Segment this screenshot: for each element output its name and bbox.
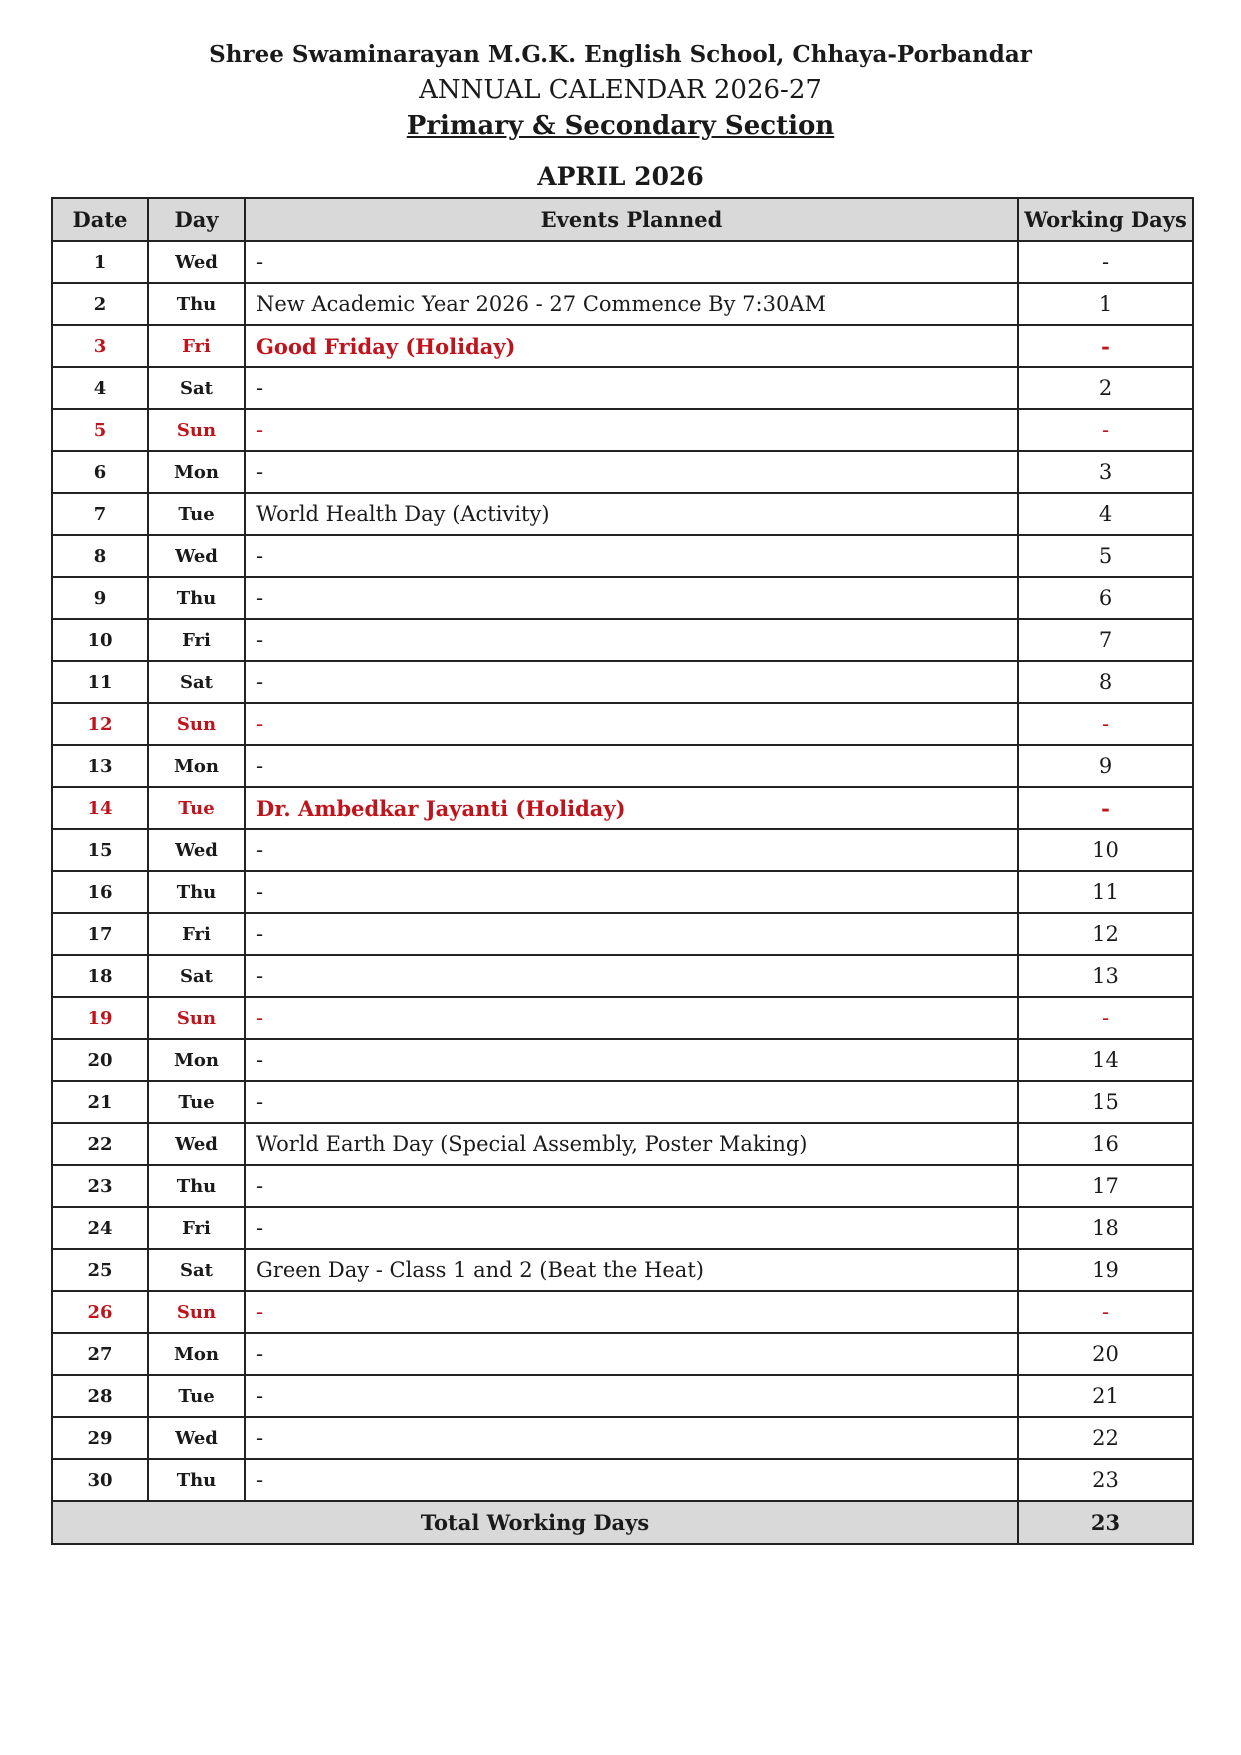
event-cell: New Academic Year 2026 - 27 Commence By 7:30AM [245, 283, 1018, 325]
day-cell: Thu [148, 1165, 245, 1207]
event-cell: - [245, 241, 1018, 283]
event-cell: World Earth Day (Special Assembly, Poster Making) [245, 1123, 1018, 1165]
date-cell: 17 [52, 913, 148, 955]
month-title: APRIL 2026 [537, 162, 704, 191]
working-days-cell: 6 [1018, 577, 1193, 619]
date-cell: 27 [52, 1333, 148, 1375]
working-days-cell: 16 [1018, 1123, 1193, 1165]
working-days-cell: 17 [1018, 1165, 1193, 1207]
event-cell: - [245, 871, 1018, 913]
date-cell: 5 [52, 409, 148, 451]
working-days-cell: 5 [1018, 535, 1193, 577]
day-cell: Mon [148, 1333, 245, 1375]
event-cell: - [245, 1375, 1018, 1417]
table-row [52, 1249, 1193, 1291]
day-cell: Tue [148, 1081, 245, 1123]
day-cell: Thu [148, 577, 245, 619]
event-cell: - [245, 409, 1018, 451]
day-cell: Sun [148, 997, 245, 1039]
event-cell: Good Friday (Holiday) [245, 325, 1018, 367]
working-days-cell: - [1018, 787, 1193, 829]
event-cell: - [245, 535, 1018, 577]
day-cell: Wed [148, 829, 245, 871]
working-days-cell: 10 [1018, 829, 1193, 871]
working-days-cell: 1 [1018, 283, 1193, 325]
table-row [52, 241, 1193, 283]
date-cell: 16 [52, 871, 148, 913]
event-cell: - [245, 1333, 1018, 1375]
table-row [52, 367, 1193, 409]
table-row [52, 1333, 1193, 1375]
date-cell: 19 [52, 997, 148, 1039]
working-days-cell: 18 [1018, 1207, 1193, 1249]
table-row [52, 577, 1193, 619]
table-row [52, 1417, 1193, 1459]
day-cell: Fri [148, 325, 245, 367]
table-row [52, 1039, 1193, 1081]
day-cell: Sat [148, 1249, 245, 1291]
date-cell: 14 [52, 787, 148, 829]
working-days-cell: 3 [1018, 451, 1193, 493]
date-cell: 22 [52, 1123, 148, 1165]
table-row [52, 829, 1193, 871]
day-cell: Wed [148, 241, 245, 283]
date-cell: 9 [52, 577, 148, 619]
table-row [52, 1165, 1193, 1207]
working-days-cell: 13 [1018, 955, 1193, 997]
date-cell: 1 [52, 241, 148, 283]
date-cell: 25 [52, 1249, 148, 1291]
day-cell: Sun [148, 1291, 245, 1333]
day-cell: Mon [148, 1039, 245, 1081]
working-days-cell: 9 [1018, 745, 1193, 787]
table-row [52, 1291, 1193, 1333]
day-cell: Sat [148, 661, 245, 703]
day-cell: Sat [148, 955, 245, 997]
event-cell: - [245, 1417, 1018, 1459]
total-row [52, 1501, 1193, 1544]
event-cell: - [245, 1165, 1018, 1207]
table-row [52, 745, 1193, 787]
event-cell: - [245, 661, 1018, 703]
table-row [52, 1375, 1193, 1417]
table-row [52, 493, 1193, 535]
day-cell: Thu [148, 871, 245, 913]
working-days-cell: - [1018, 703, 1193, 745]
event-cell: - [245, 1039, 1018, 1081]
day-cell: Sat [148, 367, 245, 409]
section-title: Primary & Secondary Section [406, 111, 835, 141]
calendar-title: ANNUAL CALENDAR 2026-27 [419, 75, 822, 105]
day-cell: Fri [148, 1207, 245, 1249]
table-row [52, 409, 1193, 451]
table-row [52, 661, 1193, 703]
working-days-cell: 15 [1018, 1081, 1193, 1123]
day-cell: Wed [148, 1417, 245, 1459]
calendar-table [51, 197, 1194, 1545]
event-cell: - [245, 1291, 1018, 1333]
event-cell: - [245, 1207, 1018, 1249]
date-cell: 13 [52, 745, 148, 787]
day-cell: Tue [148, 1375, 245, 1417]
working-days-cell: 23 [1018, 1459, 1193, 1501]
document-header [0, 38, 1241, 144]
total-label: Total Working Days [52, 1501, 1018, 1544]
working-days-cell: 14 [1018, 1039, 1193, 1081]
table-row [52, 703, 1193, 745]
event-cell: - [245, 997, 1018, 1039]
working-days-cell: - [1018, 241, 1193, 283]
working-days-cell: 19 [1018, 1249, 1193, 1291]
date-cell: 24 [52, 1207, 148, 1249]
table-row [52, 997, 1193, 1039]
column-header-date: Date [52, 198, 148, 241]
table-row [52, 1459, 1193, 1501]
table-row [52, 619, 1193, 661]
working-days-cell: 21 [1018, 1375, 1193, 1417]
working-days-cell: 2 [1018, 367, 1193, 409]
table-row [52, 787, 1193, 829]
date-cell: 3 [52, 325, 148, 367]
date-cell: 11 [52, 661, 148, 703]
day-cell: Thu [148, 1459, 245, 1501]
table-row [52, 451, 1193, 493]
working-days-cell: - [1018, 325, 1193, 367]
working-days-cell: 8 [1018, 661, 1193, 703]
date-cell: 8 [52, 535, 148, 577]
working-days-cell: 22 [1018, 1417, 1193, 1459]
date-cell: 10 [52, 619, 148, 661]
event-cell: - [245, 451, 1018, 493]
calendar-body [52, 241, 1193, 1501]
day-cell: Tue [148, 493, 245, 535]
date-cell: 7 [52, 493, 148, 535]
date-cell: 26 [52, 1291, 148, 1333]
event-cell: - [245, 1081, 1018, 1123]
table-row [52, 535, 1193, 577]
working-days-cell: 4 [1018, 493, 1193, 535]
date-cell: 12 [52, 703, 148, 745]
day-cell: Fri [148, 619, 245, 661]
table-row [52, 955, 1193, 997]
column-header-working-days: Working Days [1018, 198, 1193, 241]
event-cell: World Health Day (Activity) [245, 493, 1018, 535]
working-days-cell: 12 [1018, 913, 1193, 955]
working-days-cell: 20 [1018, 1333, 1193, 1375]
day-cell: Mon [148, 745, 245, 787]
column-header-day: Day [148, 198, 245, 241]
day-cell: Sun [148, 703, 245, 745]
event-cell: Green Day - Class 1 and 2 (Beat the Heat) [245, 1249, 1018, 1291]
working-days-cell: - [1018, 409, 1193, 451]
event-cell: - [245, 1459, 1018, 1501]
working-days-cell: - [1018, 1291, 1193, 1333]
table-row [52, 283, 1193, 325]
event-cell: - [245, 913, 1018, 955]
event-cell: - [245, 367, 1018, 409]
day-cell: Fri [148, 913, 245, 955]
date-cell: 23 [52, 1165, 148, 1207]
table-row [52, 325, 1193, 367]
table-row [52, 1207, 1193, 1249]
working-days-cell: 11 [1018, 871, 1193, 913]
day-cell: Wed [148, 535, 245, 577]
event-cell: Dr. Ambedkar Jayanti (Holiday) [245, 787, 1018, 829]
day-cell: Wed [148, 1123, 245, 1165]
table-row [52, 913, 1193, 955]
event-cell: - [245, 703, 1018, 745]
working-days-cell: 7 [1018, 619, 1193, 661]
table-row [52, 1123, 1193, 1165]
date-cell: 29 [52, 1417, 148, 1459]
table-row [52, 871, 1193, 913]
date-cell: 30 [52, 1459, 148, 1501]
date-cell: 20 [52, 1039, 148, 1081]
table-row [52, 1081, 1193, 1123]
event-cell: - [245, 619, 1018, 661]
event-cell: - [245, 577, 1018, 619]
event-cell: - [245, 829, 1018, 871]
day-cell: Mon [148, 451, 245, 493]
date-cell: 15 [52, 829, 148, 871]
day-cell: Tue [148, 787, 245, 829]
event-cell: - [245, 745, 1018, 787]
date-cell: 21 [52, 1081, 148, 1123]
working-days-cell: - [1018, 997, 1193, 1039]
school-name: Shree Swaminarayan M.G.K. English School, Chhaya-Porbandar [209, 41, 1032, 68]
date-cell: 4 [52, 367, 148, 409]
date-cell: 18 [52, 955, 148, 997]
date-cell: 2 [52, 283, 148, 325]
table-header-row [52, 198, 1193, 241]
day-cell: Thu [148, 283, 245, 325]
date-cell: 6 [52, 451, 148, 493]
day-cell: Sun [148, 409, 245, 451]
date-cell: 28 [52, 1375, 148, 1417]
column-header-events: Events Planned [245, 198, 1018, 241]
event-cell: - [245, 955, 1018, 997]
total-value: 23 [1018, 1501, 1193, 1544]
